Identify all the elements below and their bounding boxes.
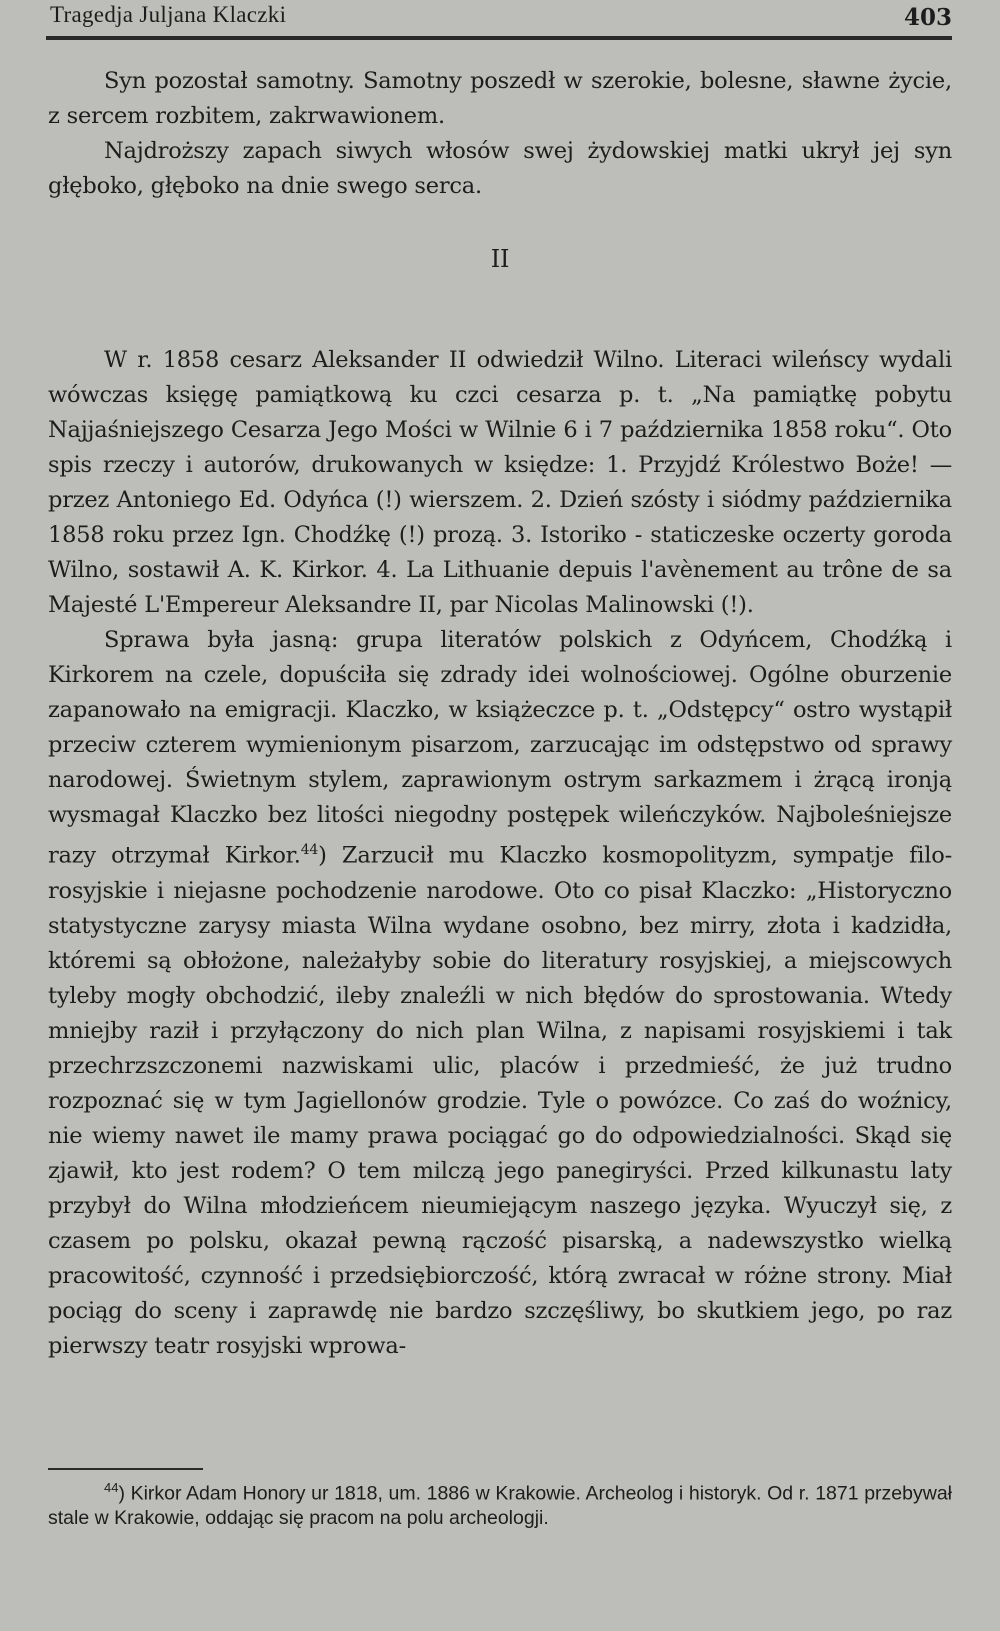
page-number: 403 — [903, 4, 952, 31]
header-rule — [46, 36, 952, 40]
running-title: Tragedja Juljana Klaczki — [50, 2, 287, 27]
paragraph-2: Najdroższy zapach siwych włosów swej żydowskiej matki ukrył jej syn głęboko, głęboko na dnie swego serca. — [48, 138, 952, 199]
footnote — [48, 1476, 952, 1530]
paragraph-4-text-a: Sprawa była jasną: grupa literatów polskich z Odyńcem, Chodźką i Kirkorem na czele, dopuściła się zdrady idei wolnościowej. Ogólne oburzenie zapanowało na emigracji. Klaczko, w książeczce p. t. „Odstępcy“ ostro wystąpił przeciw czterem wymienionym pisarzom, zarzucając im odstępstwo od sprawy narodowej. Świetnym stylem, zaprawionym ostrym sarkazmem i żrącą ironją wysmagał Klaczko bez litości niegodny postępek wileńczyków. Najboleśniejsze razy otrzymał Kirkor. — [48, 627, 952, 869]
paragraph-4 — [48, 623, 952, 1364]
footnote-reference: 44 — [300, 842, 319, 858]
section-heading: II — [490, 245, 510, 273]
paragraph-4-text-b: ) Zarzucił mu Klaczko kosmopolityzm, sympatje filo-rosyjskie i niejasne pochodzenie narodowe. Oto co pisał Klaczko: „Historyczno statystyczne zarysy miasta Wilna wydane osobno, bez mirry, złota i kadzidła, któremi są obłożone, należałyby sobie do literatury rosyjskiej, a miejscowych tyleby mogły obchodzić, ileby znaleźli w nich błędów do sprostowania. Wtedy mniejby raził i przyłączony do nich plan Wilna, z napisami rosyjskiemi i tak przechrzszczonemi nazwiskami ulic, placów i przedmieść, że już trudno rozpoznać się w tym Jagiellonów grodzie. Tyle o powózce. Co zaś do woźnicy, nie wiemy nawet ile mamy prawa pociągać go do odpowiedzialności. Skąd się zjawił, kto jest rodem? O tem milczą jego panegiryści. Przed kilkunastu laty przybył do Wilna młodzieńcem nieumiejącym naszego języka. Wyuczył się, z czasem po polsku, okazał pewną rączość pisarską, a nadewszystko wielką pracowitość, czynność i przedsiębiorczość, którą zwracał w różne strony. Miał pociąg do sceny i zaprawdę nie bardzo szczęśliwy, bo skutkiem jego, po raz pierwszy teatr rosyjski wprowa- — [48, 842, 952, 1359]
footnote-text: ) Kirkor Adam Honory ur 1818, um. 1886 w Krakowie. Archeolog i historyk. Od r. 1871 przebywał stale w Krakowie, oddając się pracom na polu archeologji. — [48, 1482, 952, 1529]
paragraph-3: W r. 1858 cesarz Aleksander II odwiedził Wilno. Literaci wileńscy wydali wówczas księgę pamiątkową ku czci cesarza p. t. „Na pamiątkę pobytu Najjaśniejszego Cesarza Jego Mości w Wilnie 6 i 7 października 1858 roku“. Oto spis rzeczy i autorów, drukowanych w księdze: 1. Przyjdź Królestwo Boże! — przez Antoniego Ed. Odyńca (!) wierszem. 2. Dzień szósty i siódmy października 1858 roku przez Ign. Chodźkę (!) prozą. 3. Istoriko - staticzeske oczerty goroda Wilno, sostawił A. K. Kirkor. 4. La Lithuanie depuis l'avènement au trône de sa Majesté L'Empereur Aleksandre II, par Nicolas Malinowski (!). — [48, 347, 952, 618]
paragraph-1: Syn pozostał samotny. Samotny poszedł w szerokie, bolesne, sławne życie, z sercem rozbitem, zakrwawionem. — [48, 68, 952, 129]
running-head — [50, 2, 952, 34]
footnote-rule — [48, 1468, 203, 1470]
footnote-marker: 44 — [104, 1480, 119, 1495]
body-text — [48, 64, 952, 1364]
